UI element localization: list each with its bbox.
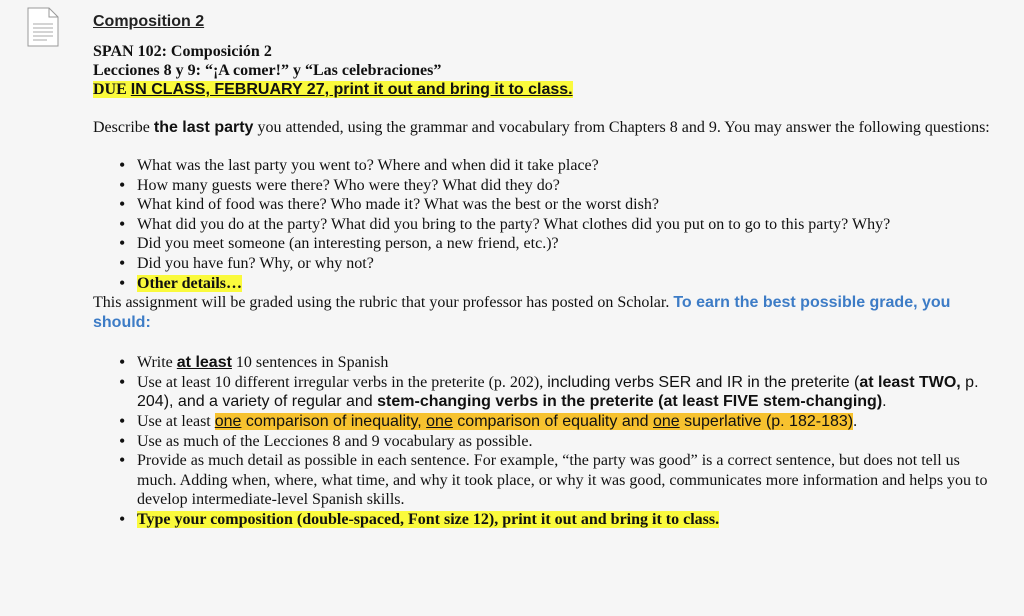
intro-bold: the last party [153, 119, 254, 136]
other-details: Other details… [137, 274, 243, 292]
list-item: • Did you meet someone (an interesting person, a new friend, etc.)? [137, 234, 1003, 254]
list-item [137, 412, 1003, 432]
r2-a: Use at least 10 different irregular verbs in the preterite (p. 202), [137, 373, 548, 391]
question-list [93, 156, 1003, 293]
list-item [137, 373, 1003, 412]
r3-one3: one [652, 412, 680, 430]
lessons-line: Lecciones 8 y 9: “¡A comer!” y “Las celebraciones” [93, 62, 442, 79]
list-item: • What did you do at the party? What did you bring to the party? What clothes did you put on to go to this party? Why? [137, 215, 1003, 235]
r3-highlight [215, 413, 853, 430]
list-item [137, 274, 1003, 294]
r6-text: Type your composition (double-spaced, Font size 12), print it out and bring it to class. [137, 510, 720, 528]
intro-paragraph [93, 118, 1003, 138]
r3-m2: comparison of equality and [452, 412, 653, 430]
r3-pre: Use at least [137, 412, 215, 430]
document-title[interactable]: Composition 2 [93, 13, 205, 30]
list-item [137, 353, 1003, 373]
r3-m3: superlative (p. 182-183) [679, 412, 854, 430]
r3-m1: comparison of inequality, [241, 412, 427, 430]
r1-post: 10 sentences in Spanish [231, 354, 389, 372]
list-item: • Provide as much detail as possible in each sentence. For example, “the party was good” is a correct sentence, but does not tell us much. Adding when, where, what time, and why it took place, or why it was good, communicates more information and helps you to develop intermediate-level Spanish skills. [137, 451, 1003, 510]
due-line [93, 80, 1003, 99]
r2-e: stem-changing verbs in the preterite (at least FIVE stem-changing) [377, 393, 883, 411]
r2-f: . [882, 393, 887, 411]
r1-bold: at least [176, 354, 232, 372]
list-item: • How many guests were there? Who were they? What did they do? [137, 176, 1003, 196]
due-text: IN CLASS, FEBRUARY 27, print it out and bring it to class. [130, 81, 573, 98]
rubric-paragraph [93, 293, 1003, 333]
due-prefix: DUE [93, 81, 131, 98]
course-line: SPAN 102: Composición 2 [93, 43, 272, 60]
r3-one2: one [426, 412, 453, 430]
requirements-list [93, 353, 1003, 529]
document-body [93, 12, 1003, 530]
intro-post: you attended, using the grammar and vocabulary from Chapters 8 and 9. You may answer the following questions: [253, 119, 990, 136]
r1-pre: Write [137, 354, 177, 372]
list-item: • Use as much of the Lecciones 8 and 9 vocabulary as possible. [137, 432, 1003, 452]
list-item: • What was the last party you went to? Where and when did it take place? [137, 156, 1003, 176]
rubric-text: This assignment will be graded using the rubric that your professor has posted on Scholar. [93, 294, 674, 312]
list-item: • Did you have fun? Why, or why not? [137, 254, 1003, 274]
document-icon [27, 7, 59, 47]
r3-end: . [853, 412, 858, 430]
r2-b: including verbs SER and IR in the preterite ( [547, 373, 860, 391]
list-item [137, 510, 1003, 530]
r2-c: at least TWO, [859, 373, 961, 391]
intro-pre: Describe [93, 119, 154, 136]
r2-d: p. 204), and a variety of regular and [137, 373, 979, 411]
rubric-blue-text: To earn the best possible grade, you should: [93, 294, 951, 332]
list-item: • What kind of food was there? Who made it? What was the best or the worst dish? [137, 195, 1003, 215]
r3-one1: one [214, 412, 242, 430]
